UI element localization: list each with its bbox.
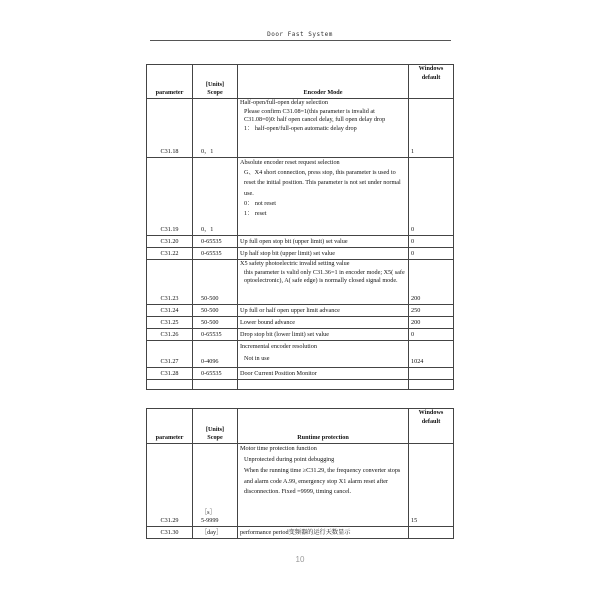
scope-cell: 0-4096 bbox=[193, 341, 238, 368]
default-cell: 1024 bbox=[409, 341, 454, 368]
param-cell: C31.28 bbox=[147, 368, 193, 380]
col-windows-default: Windows default bbox=[409, 65, 454, 99]
col-parameter: parameter bbox=[147, 65, 193, 99]
scope-cell: 50-500 bbox=[193, 305, 238, 317]
param-cell: C31.24 bbox=[147, 305, 193, 317]
table-row bbox=[147, 158, 454, 236]
table-row bbox=[147, 368, 454, 380]
desc-cell: Drop stop bit (lower limit) set value bbox=[238, 329, 409, 341]
scope-cell: 50-500 bbox=[193, 260, 238, 305]
scope-cell: 0-65535 bbox=[193, 329, 238, 341]
empty-cell bbox=[409, 380, 454, 390]
param-cell: C31.20 bbox=[147, 236, 193, 248]
default-cell: 200 bbox=[409, 317, 454, 329]
scope-cell: 50-500 bbox=[193, 317, 238, 329]
encoder-mode-table bbox=[146, 64, 454, 390]
col-units-scope: [Units] Scope bbox=[193, 409, 238, 444]
default-cell: 0 bbox=[409, 248, 454, 260]
default-cell: 0 bbox=[409, 236, 454, 248]
desc-cell: Lower bound advance bbox=[238, 317, 409, 329]
table-row bbox=[147, 260, 454, 305]
empty-cell bbox=[238, 380, 409, 390]
default-cell: 200 bbox=[409, 260, 454, 305]
scope-cell: 0-65535 bbox=[193, 248, 238, 260]
table-row bbox=[147, 236, 454, 248]
col-parameter: parameter bbox=[147, 409, 193, 444]
desc-cell: Half-open/full-open delay selection Please confirm C31.08=1(this parameter is invalid at C31.08=0)0: half open cancel delay, full open delay drop 1： half-open/full-open automatic delay drop bbox=[238, 99, 409, 158]
table-row bbox=[147, 99, 454, 158]
col-windows-default: Windows default bbox=[409, 409, 454, 444]
col-description: Encoder Mode bbox=[238, 65, 409, 99]
param-cell: C31.26 bbox=[147, 329, 193, 341]
table-row bbox=[147, 248, 454, 260]
default-cell: 1 bbox=[409, 99, 454, 158]
units-scope-cell: ［s］ 5-9999 bbox=[193, 444, 238, 527]
table-row bbox=[147, 341, 454, 368]
default-cell bbox=[409, 527, 454, 539]
page-header: Door Fast System bbox=[267, 31, 333, 38]
desc-cell: Door Current Position Monitor bbox=[238, 368, 409, 380]
default-cell bbox=[409, 368, 454, 380]
param-cell: C31.29 bbox=[147, 444, 193, 527]
param-cell: C31.18 bbox=[147, 99, 193, 158]
page-number: 10 bbox=[295, 555, 305, 564]
scope-cell: 0-65535 bbox=[193, 236, 238, 248]
scope-cell: 0，1 bbox=[193, 99, 238, 158]
param-cell: C31.27 bbox=[147, 341, 193, 368]
default-cell: 0 bbox=[409, 329, 454, 341]
desc-cell: Motor time protection function Unprotected during point debugging When the running time ≥C31.29, the frequency converter stops and alarm code A.99, emergency stop X1 alarm reset after disconnection. Fixed =9999, timing cancel. bbox=[238, 444, 409, 527]
empty-cell bbox=[147, 380, 193, 390]
param-cell: C31.25 bbox=[147, 317, 193, 329]
desc-cell: Incremental encoder resolution Not in use bbox=[238, 341, 409, 368]
default-cell: 250 bbox=[409, 305, 454, 317]
desc-cell: Up full open stop bit (upper limit) set value bbox=[238, 236, 409, 248]
desc-cell: Up full or half open upper limit advance bbox=[238, 305, 409, 317]
desc-cell: X5 safety photoelectric invalid setting value this parameter is valid only C31.36=1 in encoder mode; X5( safe optoelectronic), A( safe edge) is normally closed signal mode. bbox=[238, 260, 409, 305]
scope-cell: 0-65535 bbox=[193, 368, 238, 380]
param-cell: C31.22 bbox=[147, 248, 193, 260]
col-description: Runtime protection bbox=[238, 409, 409, 444]
table-row bbox=[147, 444, 454, 527]
header-rule bbox=[150, 40, 451, 41]
table-row bbox=[147, 305, 454, 317]
table-row bbox=[147, 317, 454, 329]
param-cell: C31.23 bbox=[147, 260, 193, 305]
col-units-scope: [Units] Scope bbox=[193, 65, 238, 99]
default-cell: 15 bbox=[409, 444, 454, 527]
table-row bbox=[147, 527, 454, 539]
desc-cell: Up half stop bit (upper limit) set value bbox=[238, 248, 409, 260]
desc-cell: Absolute encoder reset request selection G、X4 short connection, press stop, this parameter is used to reset the initial position. This parameter is not set under normal use. 0： not reset 1： reset bbox=[238, 158, 409, 236]
table-row bbox=[147, 329, 454, 341]
empty-cell bbox=[193, 380, 238, 390]
table-row-empty bbox=[147, 380, 454, 390]
runtime-protection-table bbox=[146, 408, 454, 539]
param-cell: C31.19 bbox=[147, 158, 193, 236]
scope-cell: 0，1 bbox=[193, 158, 238, 236]
units-cell: ［day］ bbox=[193, 527, 238, 539]
default-cell: 0 bbox=[409, 158, 454, 236]
param-cell: C31.30 bbox=[147, 527, 193, 539]
desc-cell: performance period变频器的运行天数显示 bbox=[238, 527, 409, 539]
